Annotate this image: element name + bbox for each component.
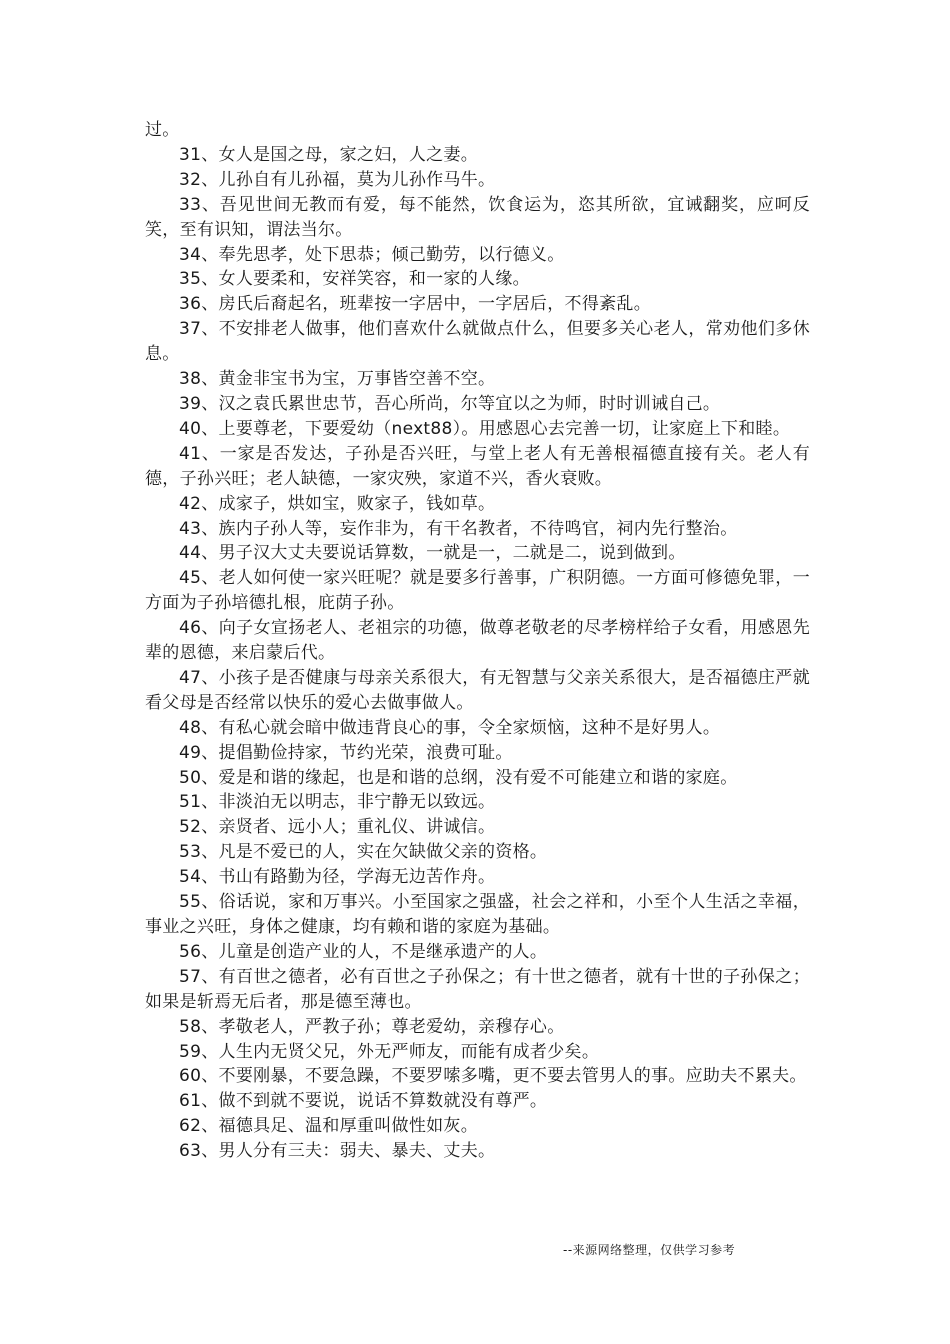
list-item-53: 53、凡是不爱已的人，实在欠缺做父亲的资格。 xyxy=(179,842,548,863)
list-item-34: 34、奉先思孝，处下思恭；倾己勤劳，以行德义。 xyxy=(179,244,565,265)
list-item-43: 43、族内子孙人等，妄作非为，有干名教者，不待鸣官，祠内先行整治。 xyxy=(179,518,738,539)
source-footer: --来源网络整理，仅供学习参考 xyxy=(563,1243,736,1257)
list-item-35: 35、女人要柔和，安祥笑容，和一家的人缘。 xyxy=(179,269,530,290)
list-item-56: 56、儿童是创造产业的人，不是继承遗产的人。 xyxy=(179,941,548,962)
list-item-50: 50、爱是和谐的缘起，也是和谐的总纲，没有爱不可能建立和谐的家庭。 xyxy=(179,767,738,788)
list-item-54: 54、书山有路勤为径，学海无边苦作舟。 xyxy=(179,867,496,888)
list-item-40: 40、上要尊老，下要爱幼（next88）。用感恩心去完善一切，让家庭上下和睦。 xyxy=(179,418,791,439)
list-item-55: 55、俗话说，家和万事兴。小至国家之强盛，社会之祥和，小至个人生活之幸福，事业之兴旺，身体之健康，均有赖和谐的家庭为基础。 xyxy=(145,892,810,937)
list-item-58: 58、孝敬老人，严教子孙；尊老爱幼，亲穆存心。 xyxy=(179,1016,565,1037)
list-item-51: 51、非淡泊无以明志，非宁静无以致远。 xyxy=(179,792,496,813)
list-item-33: 33、吾见世间无教而有爱，每不能然，饮食运为，恣其所欲，宜诫翻奖，应呵反笑，至有识知，谓法当尔。 xyxy=(145,194,810,240)
document-body xyxy=(145,118,810,1164)
list-item-31: 31、女人是国之母，家之妇，人之妻。 xyxy=(179,144,479,165)
list-item-39: 39、汉之袁氏累世忠节，吾心所尚，尔等宜以之为师，时时训诫自己。 xyxy=(179,393,721,414)
list-item-49: 49、提倡勤俭持家，节约光荣，浪费可耻。 xyxy=(179,742,513,763)
list-item-44: 44、男子汉大丈夫要说话算数，一就是一，二就是二，说到做到。 xyxy=(179,543,686,564)
list-item-52: 52、亲贤者、远小人；重礼仪、讲诚信。 xyxy=(179,817,496,838)
list-item-42: 42、成家子，烘如宝，败家子，钱如草。 xyxy=(179,493,496,514)
list-item-41: 41、一家是否发达，子孙是否兴旺，与堂上老人有无善根福德直接有关。老人有德，子孙兴旺；老人缺德，一家灾殃，家道不兴，香火衰败。 xyxy=(145,443,810,489)
list-item-36: 36、房氏后裔起名，班辈按一字居中，一字居后，不得紊乱。 xyxy=(179,294,652,315)
list-item-59: 59、人生内无贤父兄，外无严师友，而能有成者少矣。 xyxy=(179,1041,600,1062)
list-item-46: 46、向子女宣扬老人、老祖宗的功德，做尊老敬老的尽孝榜样给子女看，用感恩先辈的恩德，来启蒙后代。 xyxy=(145,618,810,664)
list-item-32: 32、儿孙自有儿孙福，莫为儿孙作马牛。 xyxy=(179,169,496,190)
list-item-37: 37、不安排老人做事，他们喜欢什么就做点什么，但要多关心老人，常劝他们多休息。 xyxy=(145,319,810,365)
list-item-62: 62、福德具足、温和厚重叫做性如灰。 xyxy=(179,1116,479,1137)
list-item-47: 47、小孩子是否健康与母亲关系很大，有无智慧与父亲关系很大，是否福德庄严就看父母是否经常以快乐的爱心去做事做人。 xyxy=(145,667,810,713)
list-item-38: 38、黄金非宝书为宝，万事皆空善不空。 xyxy=(179,369,496,390)
continuation-line: 过。 xyxy=(145,120,180,140)
list-item-60: 60、不要刚暴，不要急躁，不要罗嗦多嘴，更不要去管男人的事。应助夫不累夫。 xyxy=(179,1066,807,1087)
list-item-63: 63、男人分有三夫：弱夫、暴夫、丈夫。 xyxy=(179,1141,496,1162)
list-item-57: 57、有百世之德者，必有百世之子孙保之；有十世之德者，就有十世的子孙保之；如果是斩焉无后者，那是德至薄也。 xyxy=(145,966,810,1012)
list-item-45: 45、老人如何使一家兴旺呢？就是要多行善事，广积阴德。一方面可修德免罪，一方面为子孙培德扎根，庇荫子孙。 xyxy=(145,568,810,614)
list-item-48: 48、有私心就会暗中做违背良心的事，令全家烦恼，这种不是好男人。 xyxy=(179,717,721,738)
list-item-61: 61、做不到就不要说，说话不算数就没有尊严。 xyxy=(179,1091,548,1112)
